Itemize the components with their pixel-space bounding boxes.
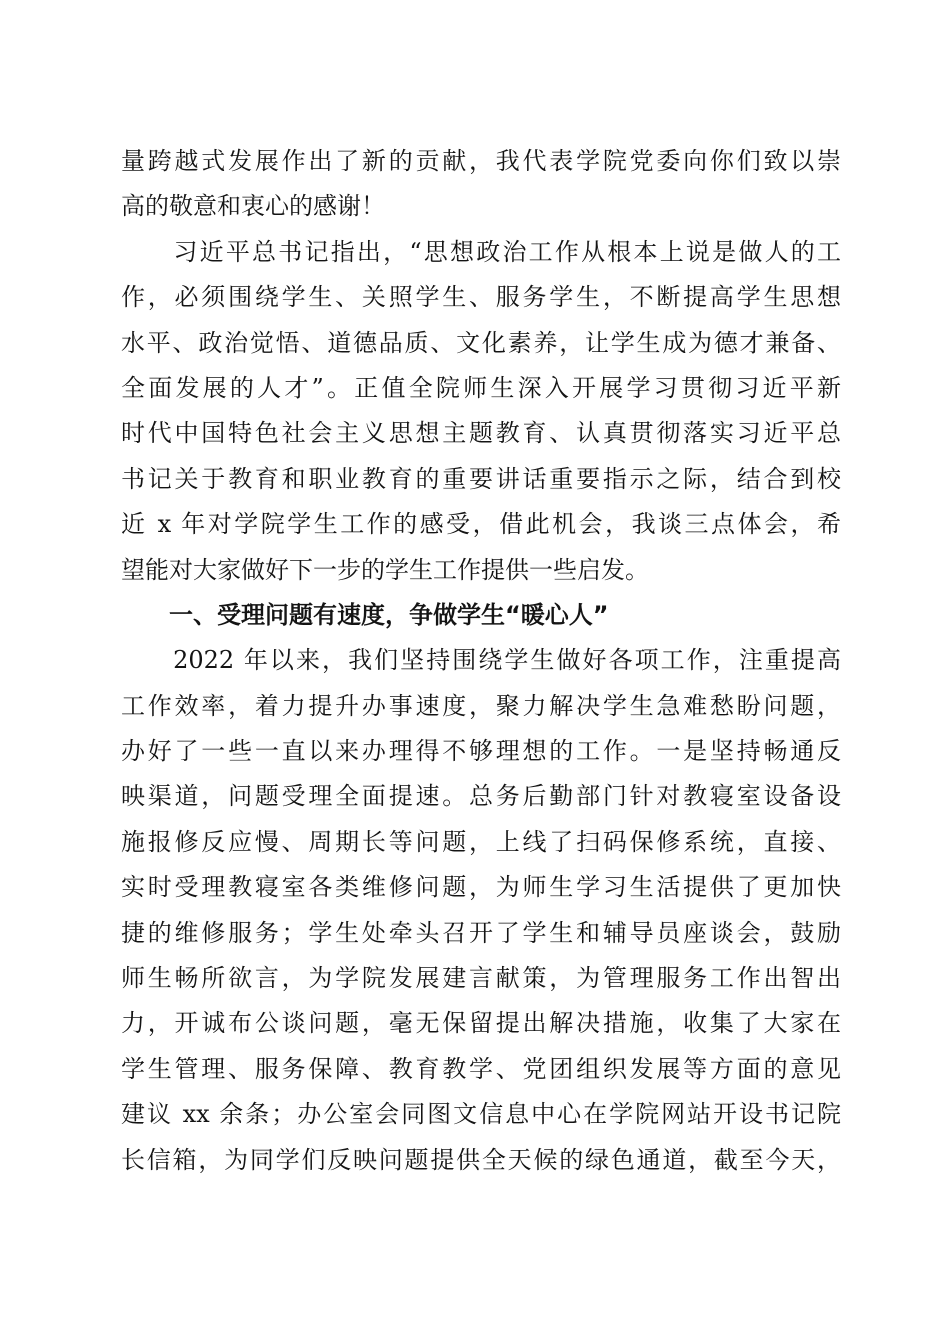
text-line: 量跨越式发展作出了新的贡献，我代表学院党委向你们致以崇 <box>121 147 841 175</box>
text-line: 2022 年以来，我们坚持围绕学生做好各项工作，注重提高 <box>121 646 841 675</box>
text-line: 时代中国特色社会主义思想主题教育、认真贯彻落实习近平总 <box>121 419 841 448</box>
text-line: 高的敬意和衷心的感谢！ <box>121 192 385 221</box>
text-line: 施报修反应慢、周期长等问题，上线了扫码保修系统，直接、 <box>121 827 841 856</box>
text-line: 望能对大家做好下一步的学生工作提供一些启发。 <box>121 555 649 584</box>
text-line: 习近平总书记指出，“思想政治工作从根本上说是做人的工 <box>121 237 841 266</box>
text-line: 映渠道，问题受理全面提速。总务后勤部门针对教寝室设备设 <box>121 782 841 811</box>
text-line: 实时受理教寝室各类维修问题，为师生学习生活提供了更加快 <box>121 873 841 902</box>
text-line: 全面发展的人才”。正值全院师生深入开展学习贯彻习近平新 <box>121 373 841 402</box>
text-line: 学生管理、服务保障、教育教学、党团组织发展等方面的意见 <box>121 1054 841 1083</box>
section-heading: 一、受理问题有速度，争做学生“暖心人” <box>121 600 609 629</box>
text-line: 作，必须围绕学生、关照学生、服务学生，不断提高学生思想 <box>121 283 841 312</box>
body-text <box>121 139 841 1183</box>
text-line: 近 x 年对学院学生工作的感受，借此机会，我谈三点体会，希 <box>121 510 841 539</box>
text-line: 办好了一些一直以来办理得不够理想的工作。一是坚持畅通反 <box>121 737 841 766</box>
text-line: 力，开诚布公谈问题，毫无保留提出解决措施，收集了大家在 <box>121 1009 841 1038</box>
text-line: 工作效率，着力提升办事速度，聚力解决学生急难愁盼问题， <box>121 691 841 720</box>
text-line: 书记关于教育和职业教育的重要讲话重要指示之际，结合到校 <box>121 464 841 493</box>
text-line: 长信箱，为同学们反映问题提供全天候的绿色通道，截至今天， <box>121 1145 841 1174</box>
text-line: 建议 xx 余条；办公室会同图文信息中心在学院网站开设书记院 <box>121 1100 841 1129</box>
text-line: 师生畅所欲言，为学院发展建言献策，为管理服务工作出智出 <box>121 964 841 993</box>
text-line: 捷的维修服务；学生处牵头召开了学生和辅导员座谈会，鼓励 <box>121 918 841 947</box>
text-line: 水平、政治觉悟、道德品质、文化素养，让学生成为德才兼备、 <box>121 328 841 357</box>
